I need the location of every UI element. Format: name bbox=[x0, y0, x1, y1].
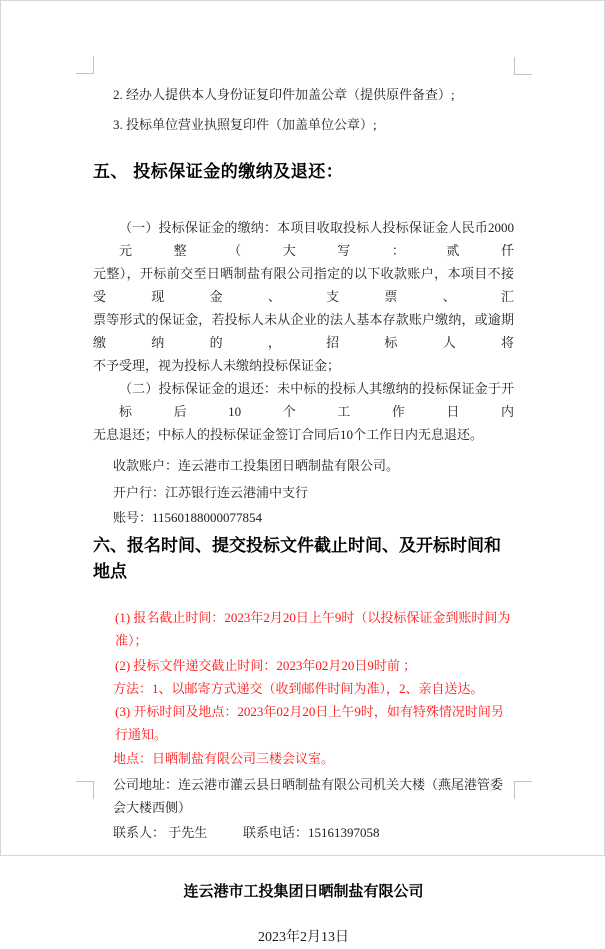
submission-method-line: 方法：1、以邮寄方式递交（收到邮件时间为准），2、亲自送达。 bbox=[113, 681, 484, 696]
section6-heading: 六、报名时间、提交投标文件截止时间、及开标时间和地点 bbox=[93, 536, 501, 581]
section5-paragraph-1 bbox=[93, 216, 514, 377]
crop-mark-bottom-right bbox=[514, 781, 532, 799]
contact-row bbox=[93, 821, 514, 844]
signature-company-name: 连云港市工投集团日晒制盐有限公司 bbox=[183, 883, 424, 900]
signature-date: 2023年2月13日 bbox=[258, 930, 349, 945]
submission-deadline-line: (2) 投标文件递交截止时间：2023年02月20日9时前 ； bbox=[115, 658, 417, 673]
document-body bbox=[93, 73, 514, 949]
contact-person: 联系人： 于先生 bbox=[113, 825, 208, 840]
contact-phone: 联系电话：15161397058 bbox=[243, 825, 380, 840]
bid-opening-venue-line: 地点：日晒制盐有限公司三楼会议室。 bbox=[113, 751, 335, 766]
intro-line-2: 2. 经办人提供本人身份证复印件加盖公章（提供原件备查）; bbox=[113, 87, 455, 102]
company-address-line: 公司地址：连云港市灌云县日晒制盐有限公司机关大楼（燕尾港管委会大楼西侧） bbox=[113, 777, 504, 815]
crop-mark-top-left bbox=[76, 56, 94, 74]
intro-line-3: 3. 投标单位营业执照复印件（加盖单位公章）; bbox=[113, 117, 377, 132]
section5-heading: 五、 投标保证金的缴纳及退还： bbox=[93, 162, 344, 181]
receiving-account-line: 收款账户：连云港市工投集团日晒制盐有限公司。 bbox=[113, 458, 400, 473]
registration-deadline-line: (1) 报名截止时间：2023年2月20日上午9时（以投标保证金到账时间为准）； bbox=[115, 610, 511, 648]
paragraph-line: 不予受理，视为投标人未缴纳投标保证金； bbox=[93, 358, 341, 373]
paragraph-line: （二）投标保证金的退还：未中标的投标人其缴纳的投标保证金于开标后10个工作日内 bbox=[119, 381, 514, 419]
bank-branch-line: 开户行：江苏银行连云港浦中支行 bbox=[113, 485, 309, 500]
paragraph-line: 无息退还；中标人的投标保证金签订合同后10个工作日内无息退还。 bbox=[93, 427, 484, 442]
crop-mark-bottom-left bbox=[76, 781, 94, 799]
paragraph-line: 元整），开标前交至日晒制盐有限公司指定的以下收款账户，本项目不接受现金、支票、汇 bbox=[93, 266, 514, 304]
bid-opening-time-line: (3) 开标时间及地点：2023年02月20日上午9时，如有特殊情况时间另行通知。 bbox=[115, 704, 504, 742]
paragraph-line: 票等形式的保证金，若投标人未从企业的法人基本存款账户缴纳，或逾期缴纳的，招标人将 bbox=[93, 312, 514, 350]
section5-paragraph-2 bbox=[93, 377, 514, 446]
crop-mark-top-right bbox=[514, 57, 532, 75]
paragraph-line: （一）投标保证金的缴纳：本项目收取投标人投标保证金人民币2000元整（大写：贰仟 bbox=[119, 220, 514, 258]
account-number-line: 账号：11560188000077854 bbox=[113, 510, 263, 525]
